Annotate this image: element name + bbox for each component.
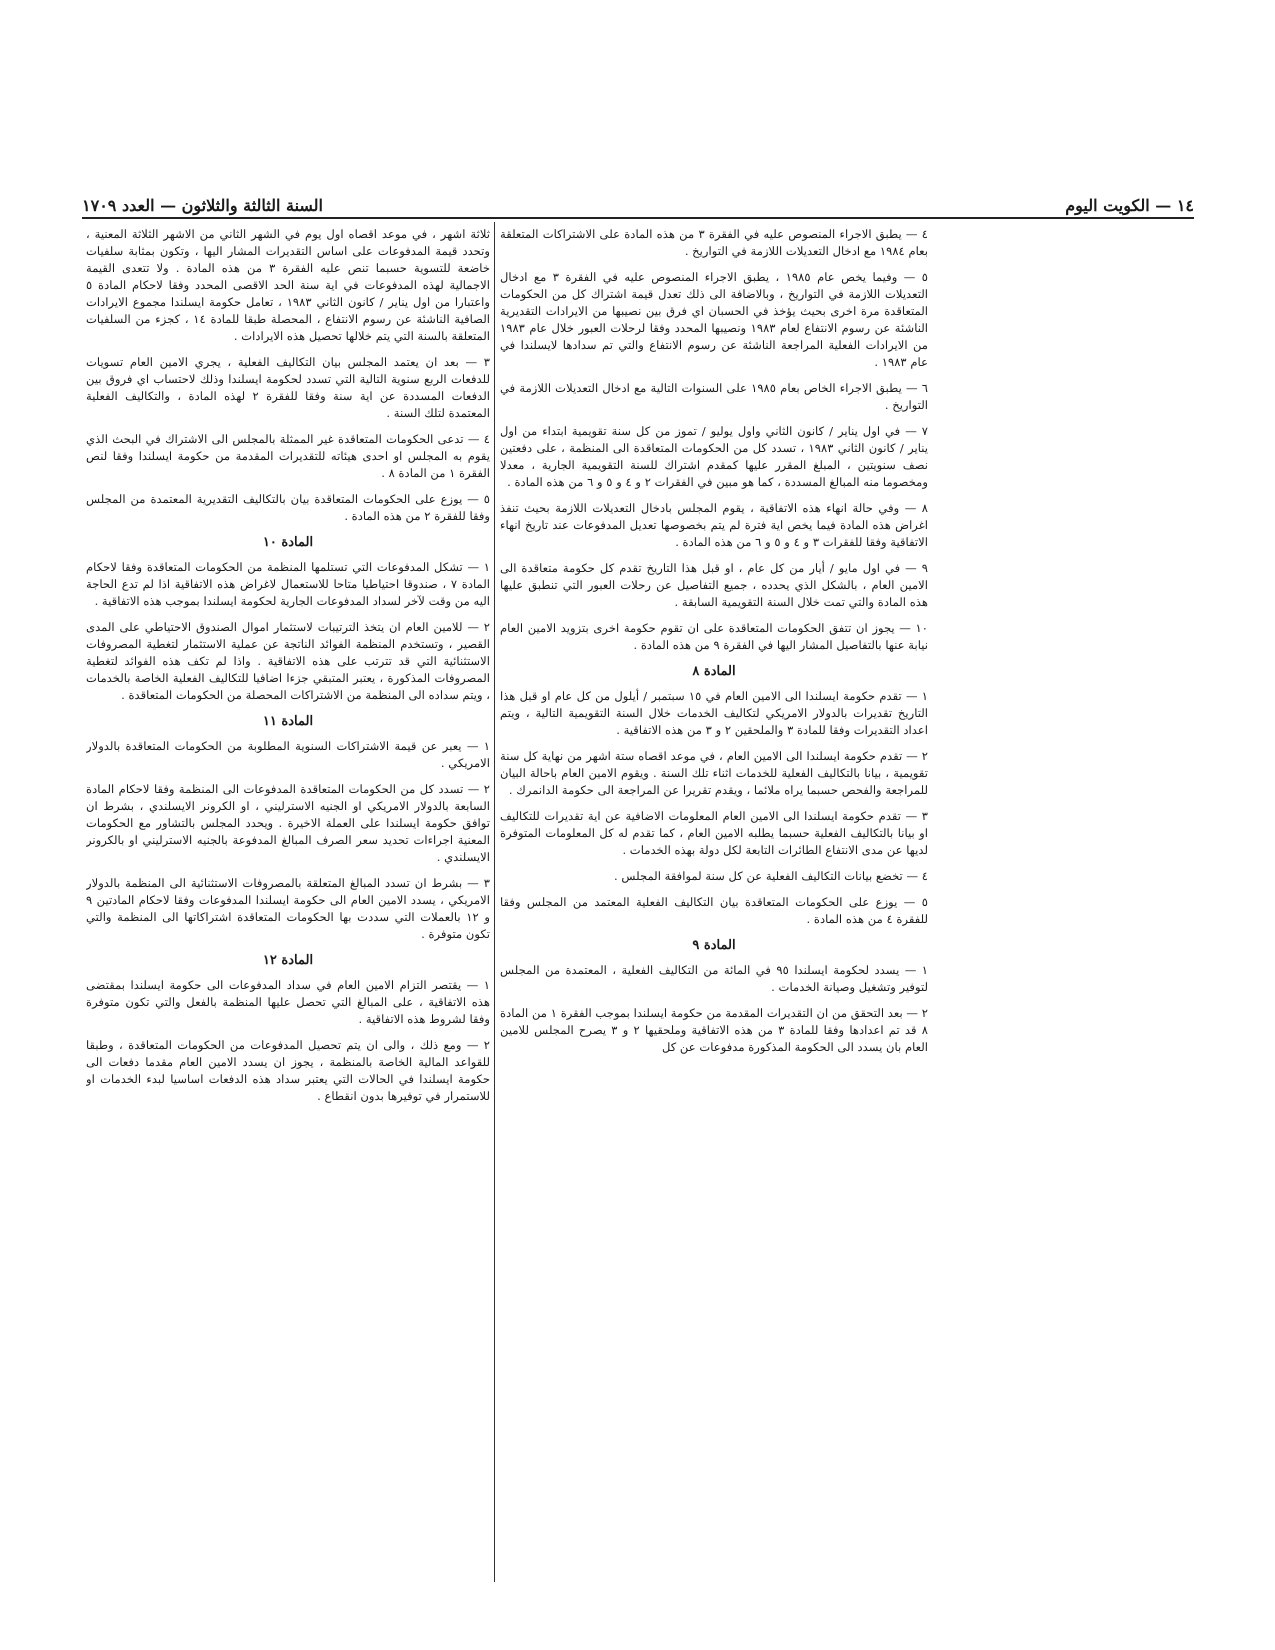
paragraph: ٢ — تقدم حكومة ايسلندا الى الامين العام ، في موعد اقصاه ستة اشهر من نهاية كل سنة تقويمية ، بيانا بالتكاليف الفعلية للخدمات اثناء تلك السنة . ويقوم الامين العام باحالة البيان للمراجعة والفحص حسبما يراه ملائما ، ويقدم تقريرا عن المراجعة الى حكومة الدانمرك . xyxy=(500,749,928,797)
article-heading: المادة ٨ xyxy=(692,664,736,679)
paragraph: ١ — تشكل المدفوعات التي تستلمها المنظمة من الحكومات المتعاقدة وفقا لاحكام المادة ٧ ، صندوقا احتياطيا متاحا للاستعمال لاغراض هذه الاتفاقية اذا لم تدع الحاجة اليه من وقت لآخر لسداد المدفوعات الجارية لحكومة ايسلندا بموجب هذه الاتفاقية . xyxy=(86,560,490,608)
article-heading: المادة ١١ xyxy=(262,714,314,729)
paragraph: ٢ — ومع ذلك ، والى ان يتم تحصيل المدفوعات من الحكومات المتعاقدة ، وطبقا للقواعد المالية الخاصة بالمنظمة ، يجوز ان يسدد الامين العام مقدما دفعات الى حكومة ايسلندا في الحالات التي يعتبر سداد هذه الدفعات اساسيا لبدء الخدمات او للاستمرار في توفيرها بدون انقطاع . xyxy=(86,1038,490,1103)
paragraph: ثلاثة اشهر ، في موعد اقصاه اول يوم في الشهر الثاني من الاشهر الثلاثة المعنية ، وتحدد قيمة المدفوعات على اساس التقديرات المشار اليها ، وتكون بمثابة سلفيات خاضعة للتسوية حسبما تنص عليه الفقرة ٣ من هذه المادة . ولا تتعدى القيمة الاجمالية لهذه المدفوعات في اية سنة الحد الاقصى المحدد وفقا لاحكام المادة ٥ واعتبارا من اول يناير / كانون الثاني ١٩٨٣ ، تعامل حكومة ايسلندا مجموع الايرادات الصافية الناشئة عن رسوم الانتفاع ، المحصلة طبقا للمادة ١٤ ، كجزء من السلفيات المتعلقة بالسنة التي يتم خلالها تحصيل هذه الايرادات . xyxy=(86,227,490,343)
column-divider xyxy=(494,222,495,1582)
paragraph: ٦ — يطبق الاجراء الخاص بعام ١٩٨٥ على السنوات التالية مع ادخال التعديلات اللازمة في التواريخ . xyxy=(500,381,928,412)
paragraph: ٢ — تسدد كل من الحكومات المتعاقدة المدفوعات الى المنظمة وفقا لاحكام المادة السابعة بالدولار الامريكي او الجنيه الاسترليني ، او الكرونر الايسلندي ، بشرط ان توافق حكومة ايسلندا على العملة الاخيرة . ويحدد المجلس بالتشاور مع الحكومات المعنية اجراءات تحديد سعر الصرف المبالغ المدفوعة بالجنيه الاسترليني او بالكرونر الايسلندي . xyxy=(86,782,490,864)
paragraph: ١ — يسدد لحكومة ايسلندا ٩٥ في المائة من التكاليف الفعلية ، المعتمدة من المجلس لتوفير وتشغيل وصيانة الخدمات . xyxy=(500,963,928,994)
article-heading: المادة ١٠ xyxy=(262,535,314,550)
header-rule xyxy=(82,217,1194,219)
right-column xyxy=(500,226,928,1606)
paragraph: ٢ — بعد التحقق من ان التقديرات المقدمة من حكومة ايسلندا بموجب الفقرة ١ من المادة ٨ قد تم اعدادها وفقا للمادة ٣ من هذه الاتفاقية وملحقيها ٢ و ٣ يصرح المجلس للامين العام بان يسدد الى الحكومة المذكورة مدفوعات عن كل xyxy=(500,1006,928,1054)
left-column xyxy=(86,226,490,1606)
paragraph: ١ — يقتصر التزام الامين العام في سداد المدفوعات الى حكومة ايسلندا بمقتضى هذه الاتفاقية ، على المبالغ التي تحصل عليها المنظمة بالفعل والتي تكون متوفرة وفقا لشروط هذه الاتفاقية . xyxy=(86,978,490,1026)
page-header xyxy=(82,189,1194,215)
paragraph: ٣ — بعد ان يعتمد المجلس بيان التكاليف الفعلية ، يجري الامين العام تسويات للدفعات الربع سنوية التالية التي تسدد لحكومة ايسلندا وذلك لاحتساب اي فروق بين الدفعات المسددة عن اية سنة وفقا للفقرة ٢ لهذه المادة ، والتكاليف الفعلية المعتمدة لتلك السنة . xyxy=(86,355,490,420)
header-issue-info: السنة الثالثة والثلاثون — العدد ١٧٠٩ xyxy=(82,196,323,215)
paragraph: ٩ — في اول مايو / أيار من كل عام ، او قبل هذا التاريخ تقدم كل حكومة متعاقدة الى الامين العام ، بالشكل الذي يحدده ، جميع التفاصيل عن رحلات العبور التي تنطبق عليها هذه المادة والتي تمت خلال السنة التقويمية السابقة . xyxy=(500,561,928,609)
header-page-title: ١٤ — الكويت اليوم xyxy=(1065,196,1194,215)
paragraph: ٤ — تخضع بيانات التكاليف الفعلية عن كل سنة لموافقة المجلس . xyxy=(613,869,928,883)
paragraph: ٥ — وفيما يخص عام ١٩٨٥ ، يطبق الاجراء المنصوص عليه في الفقرة ٣ مع ادخال التعديلات اللازمة في التواريخ ، وبالاضافة الى ذلك تعدل قيمة اشتراك كل من الحكومات المتعاقدة مرة اخرى بحيث يؤخذ في الحسبان اي فرق بين نصيبها من الايرادات التقديرية الناشئة عن رسوم الانتفاع لعام ١٩٨٣ ونصيبها المحدد وفقا لرحلات العبور خلال عام ١٩٨٣ من الايرادات الفعلية المراجعة الناشئة عن رسوم الانتفاع والتي تم سدادها لايسلندا في عام ١٩٨٣ . xyxy=(500,270,928,369)
paragraph: ٥ — يوزع على الحكومات المتعاقدة بيان بالتكاليف التقديرية المعتمدة من المجلس وفقا للفقرة ٢ من هذه المادة . xyxy=(86,492,490,523)
paragraph: ٢ — للامين العام ان يتخذ الترتيبات لاستثمار اموال الصندوق الاحتياطي على المدى القصير ، وتستخدم المنظمة الفوائد الناتجة عن عملية الاستثمار لتغطية المصروفات الاستثنائية التي قد تترتب على هذه الاتفاقية . واذا لم تكف هذه الفوائد لتغطية المصروفات المذكورة ، يعتبر المتبقي جزءا اضافيا للتكاليف الفعلية الخاصة بالخدمات ، ويتم سداده الى المنظمة من الاشتراكات المحصلة من الحكومات المتعاقدة . xyxy=(86,620,490,702)
paragraph: ١ — يعبر عن قيمة الاشتراكات السنوية المطلوبة من الحكومات المتعاقدة بالدولار الامريكي . xyxy=(86,739,490,770)
paragraph: ١٠ — يجوز ان تتفق الحكومات المتعاقدة على ان تقوم حكومة اخرى بتزويد الامين العام نيابة عنها بالتفاصيل المشار اليها في الفقرة ٩ من هذه المادة . xyxy=(500,621,928,652)
paragraph: ٤ — يطبق الاجراء المنصوص عليه في الفقرة ٣ من هذه المادة على الاشتراكات المتعلقة بعام ١٩٨٤ مع ادخال التعديلات اللازمة في التواريخ . xyxy=(500,227,928,258)
paragraph: ٣ — بشرط ان تسدد المبالغ المتعلقة بالمصروفات الاستثنائية الى المنظمة بالدولار الامريكي ، يسدد الامين العام الى حكومة ايسلندا المدفوعات وفقا لاحكام المادتين ٩ و ١٢ بالعملات التي سددت بها الحكومات المتعاقدة اشتراكاتها الى المنظمة والتي تكون متوفرة . xyxy=(86,876,490,941)
paragraph: ٤ — تدعى الحكومات المتعاقدة غير الممثلة بالمجلس الى الاشتراك في البحث الذي يقوم به المجلس او احدى هيئاته للتقديرات المقدمة من حكومة ايسلندا وفقا لنص الفقرة ١ من المادة ٨ . xyxy=(86,432,490,480)
paragraph: ٧ — في اول يناير / كانون الثاني واول يوليو / تموز من كل سنة تقويمية ابتداء من اول يناير / كانون الثاني ١٩٨٣ ، تسدد كل من الحكومات المتعاقدة الى المنظمة ، على دفعتين نصف سنويتين ، المبلغ المقرر عليها كمقدم اشتراك للسنة التقويمية الجارية ، معدلا ومخصوما منه المبالغ المسددة ، كما هو مبين في الفقرات ٢ و ٤ و ٥ و ٦ من هذه المادة . xyxy=(500,424,928,489)
paragraph: ٨ — وفي حالة انهاء هذه الاتفاقية ، يقوم المجلس بادخال التعديلات اللازمة بحيث تنفذ اغراض هذه المادة فيما يخص اية فترة لم يتم بخصوصها تعديل المدفوعات عند تاريخ انهاء الاتفاقية وفقا للفقرات ٣ و ٤ و ٥ و ٦ من هذه المادة . xyxy=(500,501,928,549)
paragraph: ٥ — يوزع على الحكومات المتعاقدة بيان التكاليف الفعلية المعتمد من المجلس وفقا للفقرة ٤ من هذه المادة . xyxy=(500,895,928,926)
article-heading: المادة ١٢ xyxy=(262,953,314,968)
paragraph: ٣ — تقدم حكومة ايسلندا الى الامين العام المعلومات الاضافية عن اية تقديرات للتكاليف او بيانا بالتكاليف الفعلية حسبما يطلبه الامين العام ، كما تقدم له كل المعلومات المتوفرة لديها عن مدى الانتفاع الطائرات التابعة لكل دولة بهذه الخدمات . xyxy=(500,809,928,857)
article-heading: المادة ٩ xyxy=(692,938,736,953)
paragraph: ١ — تقدم حكومة ايسلندا الى الامين العام في ١٥ سبتمبر / أيلول من كل عام او قبل هذا التاريخ تقديرات بالدولار الامريكي لتكاليف الخدمات خلال السنة التقويمية التالية ، ويتم اعداد التقديرات وفقا للمادة ٣ والملحقين ٢ و ٣ من هذه الاتفاقية . xyxy=(500,689,928,737)
